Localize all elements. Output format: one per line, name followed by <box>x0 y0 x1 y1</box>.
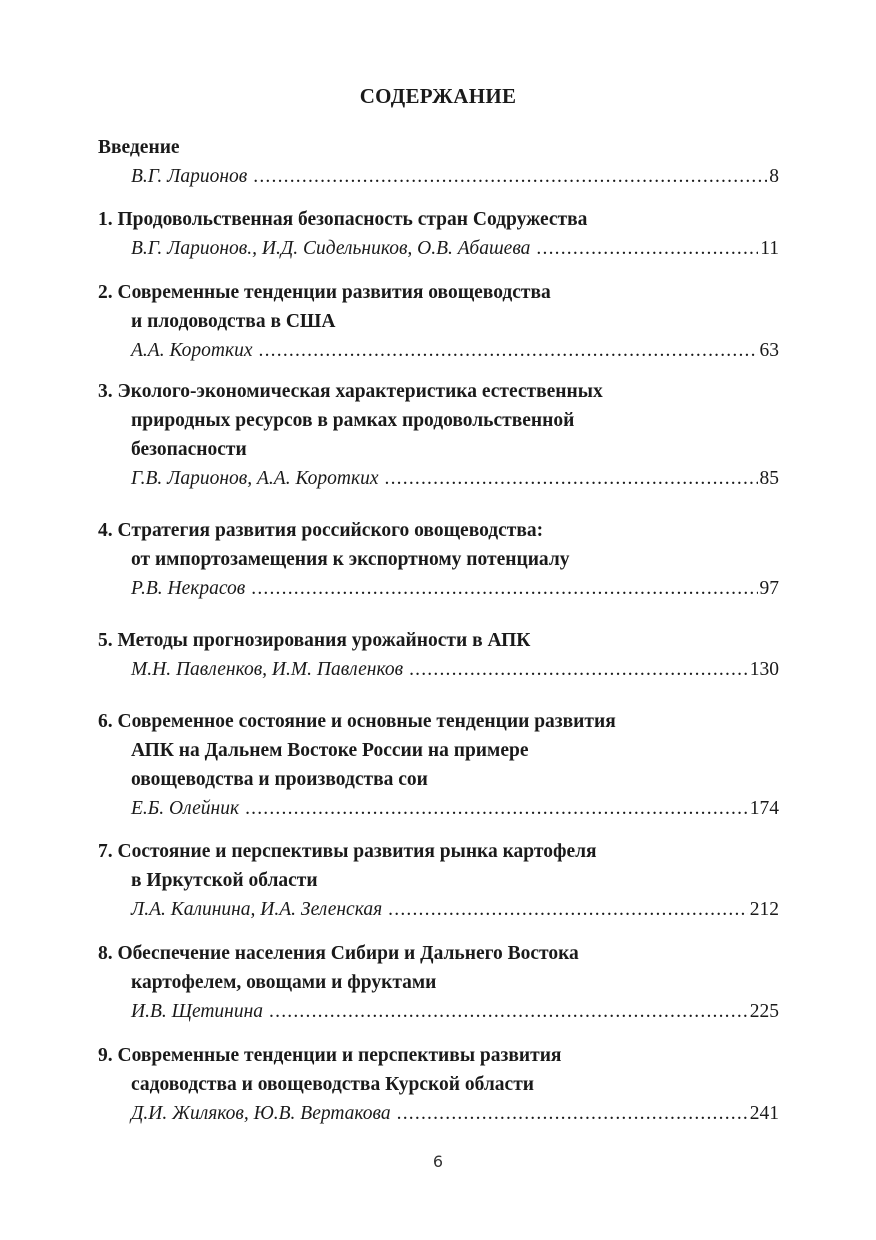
toc-authors: Л.А. Калинина, И.А. Зеленская <box>131 899 383 920</box>
dot-leader <box>385 464 758 493</box>
toc-title-line: 4. Стратегия развития российского овощеводства: <box>98 520 544 541</box>
toc-author-line <box>98 464 779 493</box>
toc-entry-7[interactable] <box>98 837 779 924</box>
toc-title-line: 7. Состояние и перспективы развития рынка картофеля <box>98 841 597 862</box>
toc-author-line <box>98 1099 779 1128</box>
toc-entry-title <box>98 1041 779 1099</box>
toc-title-line: 3. Эколого-экономическая характеристика естественных <box>98 381 603 402</box>
dot-leader <box>397 1099 748 1128</box>
toc-title-line: 6. Современное состояние и основные тенденции развития <box>98 711 616 732</box>
toc-entry-title <box>98 837 779 895</box>
toc-title-line: картофелем, овощами и фруктами <box>131 972 437 993</box>
toc-page-number: 11 <box>760 238 779 259</box>
page-number: 6 <box>432 1152 444 1171</box>
toc-title-line: и плодоводства в США <box>131 311 336 332</box>
toc-entry-2[interactable] <box>98 278 779 365</box>
toc-author-line <box>98 794 779 823</box>
toc-entry-title <box>98 278 779 336</box>
toc-page-number: 63 <box>759 340 779 361</box>
toc-author-line <box>98 162 779 191</box>
toc-authors: А.А. Коротких <box>131 340 253 361</box>
toc-title-line: садоводства и овощеводства Курской области <box>131 1074 535 1095</box>
toc-page-number: 212 <box>749 899 779 920</box>
toc-author-line <box>98 895 779 924</box>
toc-entry-9[interactable] <box>98 1041 779 1128</box>
toc-title-line: 9. Современные тенденции и перспективы развития <box>98 1045 562 1066</box>
toc-entry-4[interactable] <box>98 516 779 603</box>
toc-title-line: АПК на Дальнем Востоке России на примере <box>131 740 529 761</box>
toc-authors: Д.И. Жиляков, Ю.В. Вертакова <box>131 1103 391 1124</box>
toc-entry-title <box>98 377 779 464</box>
toc-title-line: от импортозамещения к экспортному потенциалу <box>131 549 570 570</box>
toc-author-line <box>98 655 779 684</box>
dot-leader <box>253 162 767 191</box>
toc-authors: В.Г. Ларионов., И.Д. Сидельников, О.В. Абашева <box>131 238 531 259</box>
toc-entry-8[interactable] <box>98 939 779 1026</box>
toc-entry-1[interactable] <box>98 205 779 263</box>
toc-title-line: природных ресурсов в рамках продовольственной <box>131 410 575 431</box>
page-title: СОДЕРЖАНИЕ <box>359 84 517 108</box>
toc-entry-5[interactable] <box>98 626 779 684</box>
toc-page-number: 174 <box>749 798 779 819</box>
dot-leader <box>388 895 748 924</box>
toc-page-number: 97 <box>759 578 779 599</box>
toc-page-number: 130 <box>749 659 779 680</box>
toc-author-line <box>98 997 779 1026</box>
dot-leader <box>269 997 748 1026</box>
toc-authors: Г.В. Ларионов, А.А. Коротких <box>131 468 379 489</box>
toc-page-number: 225 <box>749 1001 779 1022</box>
toc-page-number: 241 <box>749 1103 779 1124</box>
toc-entry-6[interactable] <box>98 707 779 823</box>
toc-entry-title <box>98 626 779 655</box>
toc-title-line: в Иркутской области <box>131 870 318 891</box>
toc-authors: В.Г. Ларионов <box>131 166 248 187</box>
toc-authors: И.В. Щетинина <box>131 1001 264 1022</box>
toc-author-line <box>98 336 779 365</box>
toc-authors: М.Н. Павленков, И.М. Павленков <box>131 659 404 680</box>
dot-leader <box>251 574 757 603</box>
dot-leader <box>259 336 758 365</box>
toc-authors: Е.Б. Олейник <box>131 798 240 819</box>
toc-authors: Р.В. Некрасов <box>131 578 246 599</box>
dot-leader <box>409 655 748 684</box>
dot-leader <box>536 234 758 263</box>
toc-page-number: 8 <box>769 166 779 187</box>
toc-title-line: безопасности <box>131 439 247 460</box>
toc-entry-title <box>98 939 779 997</box>
toc-title-line: овощеводства и производства сои <box>131 769 428 790</box>
toc-entry-title <box>98 516 779 574</box>
toc-title-line: 5. Методы прогнозирования урожайности в АПК <box>98 630 531 651</box>
toc-entry-title <box>98 133 779 162</box>
toc-title-line: 2. Современные тенденции развития овощеводства <box>98 282 551 303</box>
toc-page-number: 85 <box>759 468 779 489</box>
toc-entry-title <box>98 707 779 794</box>
toc-title-line: 8. Обеспечение населения Сибири и Дальнего Востока <box>98 943 579 964</box>
toc-author-line <box>98 574 779 603</box>
dot-leader <box>245 794 748 823</box>
toc-title-line: Введение <box>98 137 180 158</box>
toc-entry-3[interactable] <box>98 377 779 493</box>
toc-entry-title <box>98 205 779 234</box>
toc-title-line: 1. Продовольственная безопасность стран Содружества <box>98 209 588 230</box>
toc-entry-introduction[interactable] <box>98 133 779 191</box>
toc-author-line <box>98 234 779 263</box>
